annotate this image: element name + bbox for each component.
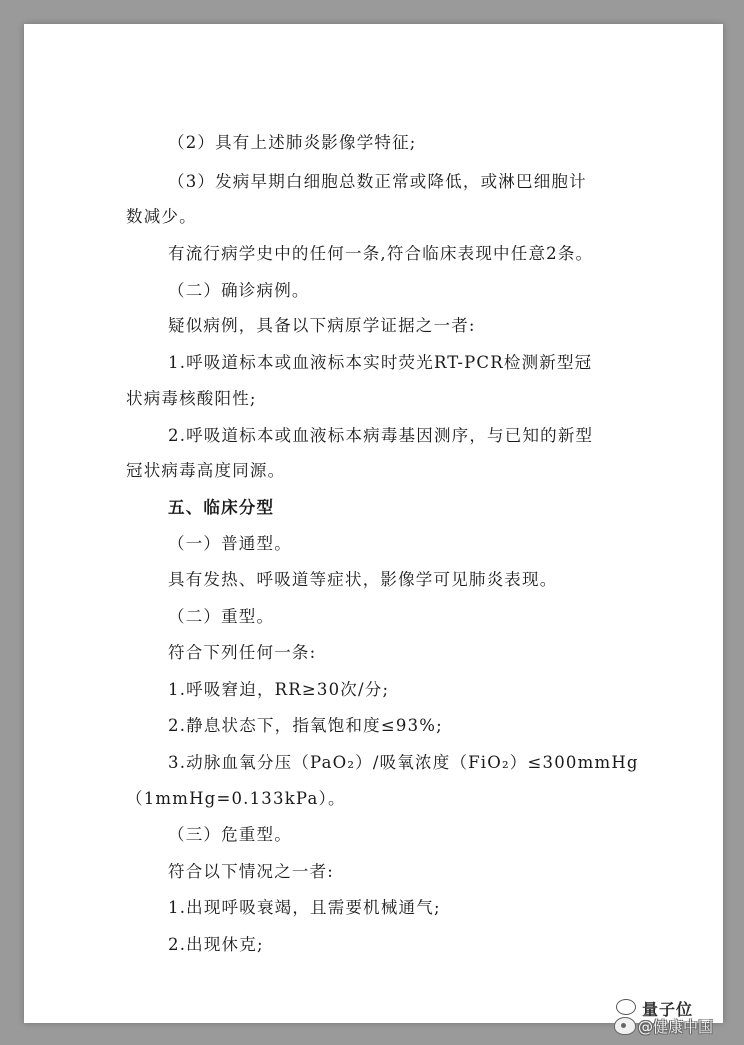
text-line: 1.呼吸道标本或血液标本实时荧光RT-PCR检测新型冠: [168, 353, 593, 372]
text-line: 1.出现呼吸衰竭，且需要机械通气;: [168, 898, 441, 917]
text-line: 具有发热、呼吸道等症状，影像学可见肺炎表现。: [168, 570, 558, 589]
text-line: 符合以下情况之一者:: [168, 862, 335, 881]
wechat-icon: [616, 999, 636, 1015]
text-line: （一）普通型。: [168, 534, 292, 553]
text-line: 3.动脉血氧分压（PaO₂）/吸氧浓度（FiO₂）≤300mmHg: [168, 753, 639, 772]
watermark-top-text: 量子位: [642, 1000, 694, 1019]
watermark-bottom-text: @健康中国: [638, 1018, 714, 1036]
text-line: 状病毒核酸阳性;: [126, 389, 257, 408]
text-line: （二）重型。: [168, 607, 275, 626]
text-line: （3）发病早期白细胞总数正常或降低，或淋巴细胞计: [168, 172, 587, 191]
text-line: 疑似病例，具备以下病原学证据之一者:: [168, 316, 476, 335]
text-line: （1mmHg=0.133kPa）。: [126, 789, 346, 808]
text-line: 2.出现休克;: [168, 935, 264, 954]
text-line: 符合下列任何一条:: [168, 643, 317, 662]
text-line: （2）具有上述肺炎影像学特征;: [168, 133, 417, 152]
document-page: [24, 24, 723, 1023]
document-body: [24, 24, 723, 1023]
section-heading: 五、临床分型: [168, 498, 275, 517]
text-line: 数减少。: [126, 207, 197, 226]
watermark: [614, 997, 734, 1041]
text-line: 2.静息状态下，指氧饱和度≤93%;: [168, 716, 443, 735]
text-line: 1.呼吸窘迫，RR≥30次/分;: [168, 680, 390, 699]
text-line: 有流行病学史中的任何一条,符合临床表现中任意2条。: [168, 244, 594, 263]
weibo-icon: [614, 1017, 636, 1035]
text-line: （三）危重型。: [168, 825, 292, 844]
text-line: 冠状病毒高度同源。: [126, 461, 286, 480]
text-line: （二）确诊病例。: [168, 281, 310, 300]
text-line: 2.呼吸道标本或血液标本病毒基因测序，与已知的新型: [168, 426, 594, 445]
